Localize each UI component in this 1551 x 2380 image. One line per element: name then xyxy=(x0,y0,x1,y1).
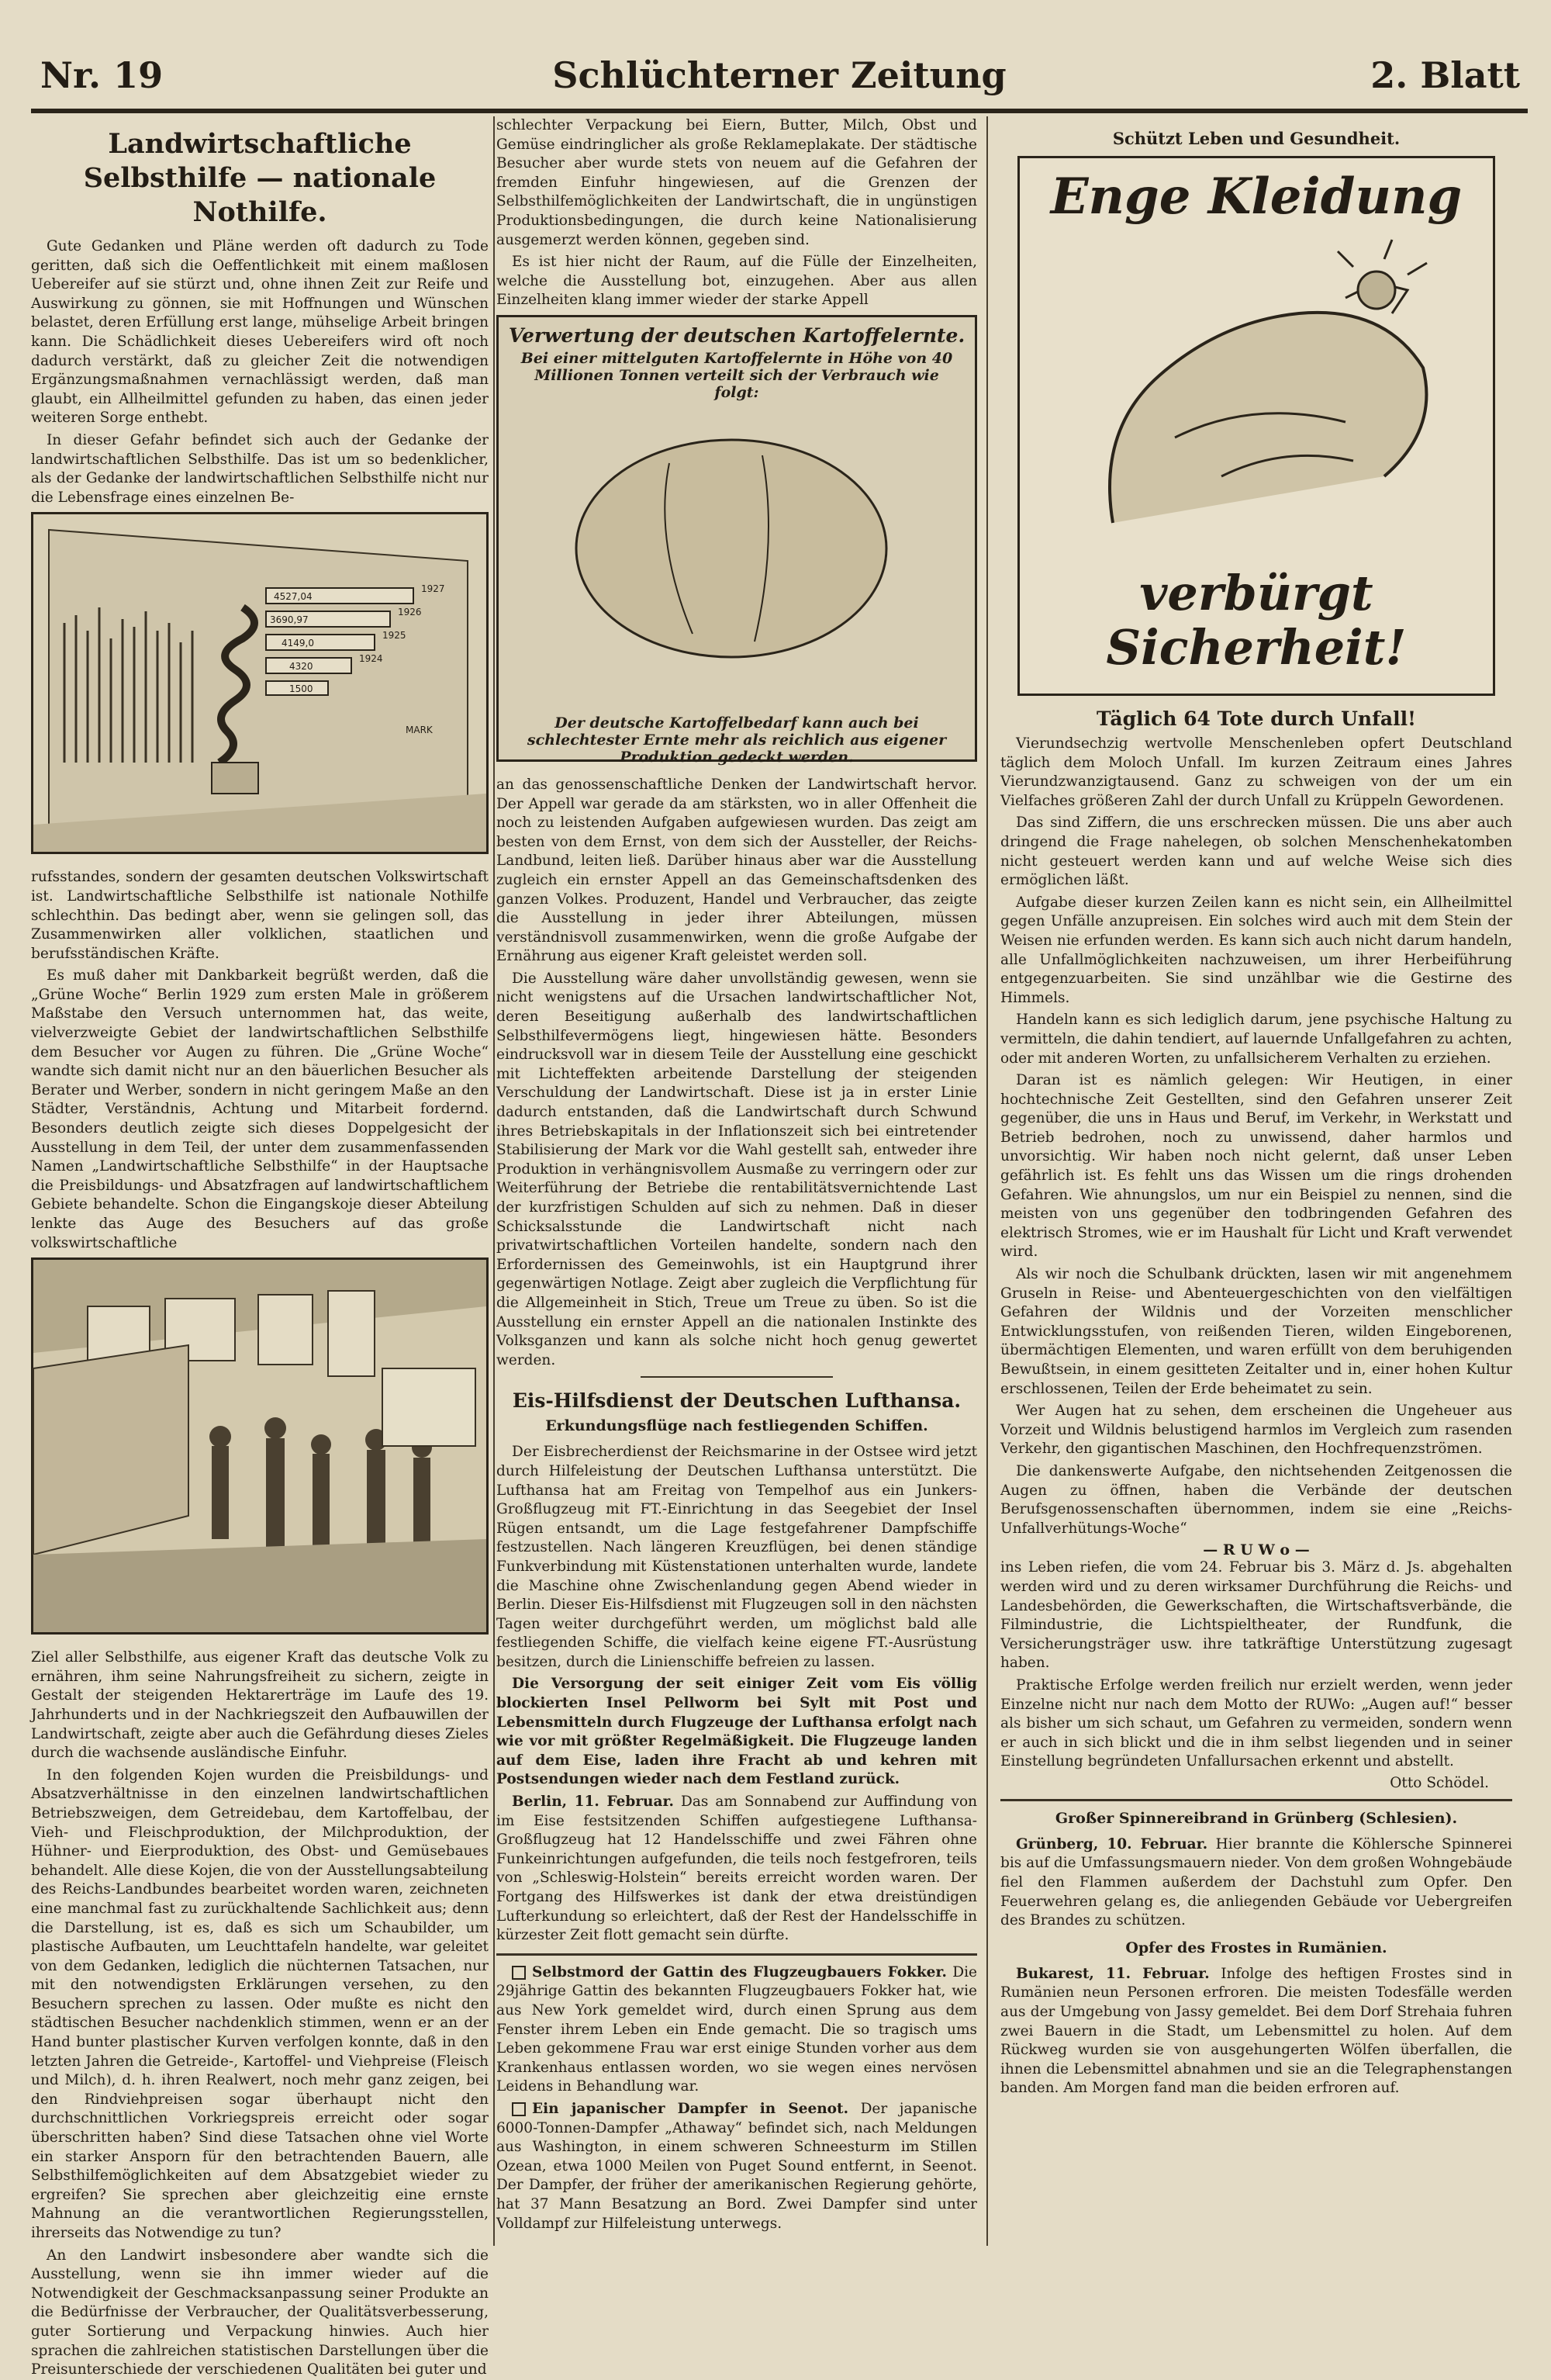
paragraph: schlechter Verpackung bei Eiern, Butter, Milch, Obst und Gemüse eindringlicher als große Reklameplakate. Der städtische Besucher aber wurde stets von neuem auf die Gefahren der fremden Einfuhr hingewiesen, auf die Grenzen der Selbsthilfemöglichkeiten der Landwirtschaft, die in ungünstigen Produktionsbedingungen, die durch keine Nationalisierung ausgemerzt werden können, gegeben sind. xyxy=(496,117,977,248)
paragraph: Das sind Ziffern, die uns erschrecken müssen. Die uns aber auch dringend die Frage nahelegen, ob solchen Menschenhekatomben nicht gesteuert werden kann und auf welche Weise sich dies ermöglichen läßt. xyxy=(1000,815,1512,889)
fig-label: 1926 xyxy=(398,607,422,618)
paragraph: Daran ist es nämlich gelegen: Wir Heutigen, in einer hochtechnische Zeit Gestellten, sind den Gefahren unserer Zeit gegenüber, die uns in Haus und Beruf, im Verkehr, in Werkstatt und Betrieb bedrohen, noch zu unwissend, daher harmlos und unvorsichtig. Wir haben noch nicht gelernt, daß unser Leben gefährlich ist. Es fehlt uns das Wissen um die rings drohenden Gefahren. Wie ahnungslos, um nur ein Beispiel zu nennen, sind die meisten von uns gegenüber den todbringenden Gefahren des elektrisch Stromes, wie er im Haushalt für Licht und Kraft verwendet wird. xyxy=(1000,1072,1512,1261)
exhibition-illustration xyxy=(33,514,486,852)
paragraph: Vierundsechzig wertvolle Menschenleben opfert Deutschland täglich dem Moloch Unfall. Im kurzen Zeitraum eines Jahres Vierundzwanzigtausend. Ganz zu schweigen von der um ein Vielfaches größeren Zahl der durch Unfall zu Krüppeln Gewordenen. xyxy=(1000,735,1512,809)
separator xyxy=(496,1953,977,1956)
paragraph: Die Ausstellung wäre daher unvollständig gewesen, wenn sie nicht wenigstens auf die Ursachen landwirtschaftlicher Not, deren Beseitigung außerhalb des landwirtschaftlichen Selbsthilfevermögens liegt, hingewiesen hätte. Besonders eindrucksvoll war in diesem Teile der Ausstellung eine geschickt mit Lichteffekten arbeitende Darstellung der steigenden Verschuldung der Landwirtschaft. Diese ist ja in erster Linie dadurch entstanden, daß die Landwirtschaft durch Schwund ihres Betriebskapitals in der Inflationszeit sich bei eintretender Stabilisierung der Mark vor die Wahl gestellt sah, entweder ihre Produktion in verhängnisvollem Ausmaße zu verringern oder zur Weiterführung der Betriebe die rentabilitätsvernichtende Last der kurzfristigen Schulden auf sich zu nehmen. Daß in dieser Schicksalsstunde die Landwirtschaft nicht nach privatwirtschaftlichen Vorteilen handelte, sondern nach den Erfordernissen des Gemeinwohls, ist ein Hauptgrund ihrer gegenwärtigen Notlage. Zeigt aber zugleich die Verpflichtung für die Allgemeinheit in Stich, Treue um Treue zu üben. So ist die Ausstellung ein ernster Appell an die nationalen Instinkte des Volksganzen und kann als solche nicht hoch genug gewertet werden. xyxy=(496,970,977,1368)
newspaper-title: Schlüchterner Zeitung xyxy=(552,54,1007,96)
author: Otto Schödel. xyxy=(1390,1774,1489,1791)
safety-poster xyxy=(1017,156,1495,696)
fig-label: 1500 xyxy=(289,683,313,695)
paragraph: Praktische Erfolge werden freilich nur erzielt werden, wenn jeder Einzelne nicht nur nach dem Motto der RUWo: „Augen auf!“ besser als bisher um sich schaut, um Gefahren zu vermeiden, sondern wenn er auch in sich blickt und die in ihm selbst liegenden und in seiner Einstellung begründeten Unfallursachen erkennt und abstellt. xyxy=(1000,1676,1512,1770)
poster-illustration xyxy=(1020,244,1491,554)
paragraph: rufsstandes, sondern der gesamten deutschen Volkswirtschaft ist. Landwirtschaftliche Selbsthilfe ist nationale Nothilfe schlechthin. Das bedingt aber, wenn sie gelingen soll, das Zusammenwirken aller volklichen, staatlichen und berufsständischen Kräfte. xyxy=(31,869,489,962)
poster-top-text: Enge Kleidung xyxy=(1050,168,1463,226)
issue-number: Nr. 19 xyxy=(40,54,164,96)
headline-unfall: Täglich 64 Tote durch Unfall! xyxy=(1096,707,1417,730)
column-3 xyxy=(1000,116,1512,2246)
fig-label: 4149,0 xyxy=(282,638,314,649)
masthead-rule xyxy=(31,109,1528,113)
paragraph: In den folgenden Kojen wurden die Preisbildungs- und Absatzverhältnisse in den einzelnen landwirtschaftlichen Betriebszweigen, dem Getreidebau, dem Kartoffelbau, der Vieh- und Fleischproduktion, der Milchproduktion, der Hühner- und Eierproduktion, des Obst- und Gemüsebaues behandelt. Alle diese Kojen, die von der Ausstellungsabteilung des Reichs-Landbundes bearbeitet worden waren, zeichneten eine manchmal fast zu zurückhaltende Sachlichkeit aus; denn die Darstellung, ist es, daß es sich um Schaubilder, um plastische Aufbauten, um Leuchttafeln handelte, war geleitet von dem Gedanken, lediglich die nüchternen Tatsachen, nur mit den notwendigsten Erklärungen versehen, zu den Besuchern sprechen zu lassen. Oder mußte es nicht den städtischen Besucher nachdenklich stimmen, wenn er an der Hand bunter plastischer Kurven verfolgen konnte, daß in den letzten Jahren die Getreide-, Kartoffel- und Viehpreise (Fleisch und Milch), d. h. ihren Realwert, noch mehr ganz zeigen, bei den Rindviehpreisen sogar überhaupt nicht den durchschnittlichen Vorkriegspreis erreicht oder sogar überschritten haben? Sind diese Tatsachen ohne viel Worte ein starker Ansporn für den betrachtenden Bauern, alle Selbsthilfemöglichkeiten auf dem Absatzgebiet wieder zu ergreifen? Sie sprechen aber gleichzeitig eine ernste Mahnung an die verantwortlichen Regierungsstellen, ihrerseits das Notwendige zu tun? xyxy=(31,1766,489,2241)
paragraph: Als wir noch die Schulbank drückten, lasen wir mit angenehmem Gruseln in Reise- und Abenteuergeschichten von den vielfältigen Gefahren der Wildnis und der Vorzeiten menschlicher Entwicklungsstufen, von reißenden Tieren, wilden Eingeborenen, übermächtigen Elementen, und waren erfüllt von dem beruhigenden Bewußtsein, in einem gesitteten Zeitalter und in, einer hohen Kultur erschlossenen, Teilen der Erde beheimatet zu sein. xyxy=(1000,1266,1512,1397)
potato-chart-figure xyxy=(496,315,977,766)
paragraph xyxy=(496,2100,977,2233)
potato-chart xyxy=(499,401,975,711)
paragraph: Der Eisbrecherdienst der Reichsmarine in der Ostsee wird jetzt durch Hilfeleistung der Deutschen Lufthansa unterstützt. Die Lufthansa hat am Freitag von Tempelhof aus ein Junkers-Großflugzeug mit FT.-Einrichtung in das Seegebiet der Insel Rügen entsandt, um die Lage festgefahrener Dampfschiffe festzustellen. Nach längeren Kreuzflügen, bei denen ständige Funkverbindung mit Küstenstationen unterhalten wurde, landete die Maschine ohne Zwischenlandung gegen Abend wieder in Berlin. Dieser Eis-Hilfsdienst mit Flugzeugen soll in den nächsten Tagen weiter durchgeführt werden, um möglichst bald alle festliegenden Schiffe, die vielfach keine eigene FT.-Ausrüstung besitzen, durch die Linienschiffe befreien zu lassen. xyxy=(496,1444,977,1670)
chart-caption: Der deutsche Kartoffelbedarf kann auch bei schlechtester Ernte mehr als reichlich aus eigener Produktion gedeckt werden. xyxy=(527,714,947,766)
section-header: Schützt Leben und Gesundheit. xyxy=(1112,129,1401,148)
poster-word: Sicherheit! xyxy=(1106,619,1407,676)
paragraph: Aufgabe dieser kurzen Zeilen kann es nicht sein, ein Allheilmittel gegen Unfälle anzupreisen. Ein solches wird auch mit dem Stein der Weisen nie erfunden werden. Es kann sich auch nicht darum handeln, alle Unfallmöglichkeiten nachzuweisen, um ihrer Herbeiführung entgegenzuarbeiten. Sie sind unzählbar wie die Gestirne des Himmels. xyxy=(1000,894,1512,1006)
separator xyxy=(641,1376,833,1378)
fig-label: 3690,97 xyxy=(270,614,309,626)
exhibition-hall-figure xyxy=(31,1257,489,1635)
paragraph: An den Landwirt insbesondere aber wandte sich die Ausstellung, wenn sie ihn immer wieder auf die Notwendigkeit der Geschmacksanpassung seiner Produkte an die Bedürfnisse der Verbraucher, der Qualitätsverbesserung, guter Sortierung und Verpackung hinwies. Auch hier sprachen die zahlreichen statistischen Darstellungen über die Preisunterschiede der verschiedenen Qualitäten bei guter und xyxy=(31,2247,489,2378)
fire-text: Hier brannte die Köhlersche Spinnerei bis auf die Umfassungsmauern nieder. Von dem großen Wohngebäude fiel den Flammen außerdem der Dachstuhl zum Opfer. Den Feuerwehren gelang es, die anliegenden Gebäude vor Uebergreifen des Brandes zu schützen. xyxy=(1000,1835,1512,1929)
paragraph: ins Leben riefen, die vom 24. Februar bis 3. März d. Js. abgehalten werden wird und zu deren wirksamer Durchführung die Reichs- und Landesbehörden, die Gewerkschaften, die Wirtschaftsverbände, die Filmindustrie, die Lichtspieltheater, der Rundfunk, die Versicherungsträger usw. ihre tatkräftige Unterstützung zugesagt haben. xyxy=(1000,1559,1512,1672)
fig-label: 1924 xyxy=(359,653,383,665)
chart-subtitle: Bei einer mittelguten Kartoffelernte in Höhe von 40 Millionen Tonnen verteilt sich der Verbrauch wie folgt: xyxy=(520,349,953,401)
column-divider xyxy=(986,116,988,2246)
paragraph xyxy=(496,1963,977,2097)
paragraph xyxy=(1000,1965,1512,2098)
paragraph: Wer Augen hat zu sehen, dem erscheinen die Ungeheuer aus Vorzeit und Wildnis belustigend harmlos im Vergleich zum rasenden Verkehr, den gigantischen Maschinen, den Hochfrequenzströmen. xyxy=(1000,1403,1512,1458)
sheet-number: 2. Blatt xyxy=(1370,54,1520,96)
column-1 xyxy=(31,116,489,2378)
dateline: Berlin, 11. Februar. xyxy=(512,1794,674,1811)
headline-selbsthilfe: Landwirtschaftliche Selbsthilfe — nationale Nothilfe. xyxy=(83,128,437,228)
headline-frost: Opfer des Frostes in Rumänien. xyxy=(1125,1939,1387,1956)
checkbox-icon xyxy=(512,1966,526,1980)
headline-spinnereibrand: Großer Spinnereibrand in Grünberg (Schlesien). xyxy=(1055,1809,1458,1827)
fig-label: 1925 xyxy=(382,630,406,642)
paragraph: Ziel aller Selbsthilfe, aus eigener Kraft das deutsche Volk zu ernähren, ihm seine Nahrungsfreiheit zu sichern, zeigte in Gestalt der steigenden Hektarerträge im Laufe des 19. Jahrhunderts und in der Nachkriegszeit den Aufbauwillen der Landwirtschaft, zeigte aber auch die Gefährdung dieses Zieles durch die wachsende ausländische Einfuhr. xyxy=(31,1649,489,1762)
paragraph: an das genossenschaftliche Denken der Landwirtschaft hervor. Der Appell war gerade da am stärksten, wo in aller Offenheit die noch zu leistenden Aufgaben aufgewiesen wurden. Das zeigt am besten von dem Ernst, von dem sich der Aussteller, der Reichs-Landbund, leiten ließ. Darüber hinaus aber war die Ausstellung zugleich ein ernster Appell an das Gemeinschaftsdenken des ganzen Volkes. Produzent, Handel und Verbraucher, das zeigte die Ausstellung in jeder ihrer Abteilungen, müssen verständnisvoll zusammenwirken, wenn die große Aufgabe der Ernährung aus eigener Kraft geleistet werden soll. xyxy=(496,776,977,965)
dateline: Bukarest, 11. Februar. xyxy=(1016,1965,1210,1982)
frost-text: Infolge des heftigen Frostes sind in Rumänien neun Personen erfroren. Die meisten Todesfälle werden aus der Umgebung von Jassy gemeldet. Bei dem Dorf Strehaia fuhren zwei Bauern in die Stadt, um Lebensmittel zu holen. Auf dem Rückweg wurden sie von ausgehungerten Wölfen überfallen, die ihnen die Lebensmittel abnahmen und sie an die Telegraphenstangen banden. Am Morgen fand man die beiden erfroren auf. xyxy=(1000,1965,1512,2097)
column-divider xyxy=(493,116,495,2246)
potato-shape xyxy=(576,440,886,657)
berlin-text: Das am Sonnabend zur Auffindung von im Eise festsitzenden Schiffen aufgestiegene Lufthansa-Großflugzeug hat 12 Handelsschiffe und zwei Fähren ohne Funkeinrichtungen aufgefunden, die teils noch festgefroren, teils von „Schleswig-Holstein“ bereits erreicht worden waren. Der Fortgang des Hilfswerkes ist dank der etwa dreistündigen Lufterkundung so erleichtert, daß der Rest der Handelsschiffe in kürzester Zeit flott gemacht sein dürfte. xyxy=(496,1794,978,1944)
ruwo-line: — R U W o — xyxy=(1203,1541,1310,1559)
poster-bottom-text xyxy=(1020,566,1493,675)
checkbox-icon xyxy=(512,2102,526,2116)
fig-label: MARK xyxy=(406,725,433,736)
fokker-title: Selbstmord der Gattin des Flugzeugbauers Fokker. xyxy=(532,1963,947,1980)
chart-title: Verwertung der deutschen Kartoffelernte. xyxy=(508,323,965,347)
paragraph: In dieser Gefahr befindet sich auch der Gedanke der landwirtschaftlichen Selbsthilfe. Das ist um so bedenklicher, als der Gedanke der landwirtschaftlichen Selbsthilfe nicht nur die Lebensfrage eines einzelnen Be- xyxy=(31,431,489,506)
paragraph: Die dankenswerte Aufgabe, den nichtsehenden Zeitgenossen die Augen zu öffnen, haben die Verbände der deutschen Berufsgenossenschaften übernommen, indem sie eine „Reichs-Unfallverhütungs-Woche“ xyxy=(1000,1462,1512,1537)
poster-word: verbürgt xyxy=(1139,565,1373,621)
paragraph: Handeln kann es sich lediglich darum, jene psychische Haltung zu vermitteln, die dahin tendiert, auf lauernde Unfallgefahren zu achten, oder mit anderen Worten, zu unfallsicherem Verhalten zu erziehen. xyxy=(1000,1012,1512,1067)
paragraph xyxy=(496,1793,977,1946)
paragraph: Es ist hier nicht der Raum, auf die Fülle der Einzelheiten, welche die Ausstellung bot, einzugehen. Aber aus allen Einzelheiten klang immer wieder der starke Appell xyxy=(496,254,977,309)
paragraph-bold: Die Versorgung der seit einiger Zeit vom Eis völlig blockierten Insel Pellworm bei Sylt mit Post und Lebensmitteln durch Flugzeuge der Lufthansa erfolgt nach wie vor mit größter Regelmäßigkeit. Die Flugzeuge landen auf dem Eise, laden ihre Fracht ab und kehren mit Postsendungen wieder nach dem Festland zurück. xyxy=(496,1676,977,1788)
headline-eis-hilfsdienst: Eis-Hilfsdienst der Deutschen Lufthansa. xyxy=(512,1389,962,1413)
dateline: Grünberg, 10. Februar. xyxy=(1016,1835,1208,1852)
fig-label: 1927 xyxy=(421,583,445,595)
paragraph: Es muß daher mit Dankbarkeit begrüßt werden, daß die „Grüne Woche“ Berlin 1929 zum ersten Male in größerem Maßstabe den Versuch unternommen hat, das weite, vielverzweigte Gebiet der landwirtschaftlichen Selbsthilfe dem Besucher vor Augen zu führen. Die „Grüne Woche“ wandte sich damit nicht nur an den bäuerlichen Besucher als Berater und Werber, sondern in nicht geringem Maße an den Städter, Verständnis, Achtung und Mitarbeit fordernd. Besonders deutlich zeigte sich dieses Doppelgesicht der Ausstellung in dem Teil, der unter dem zusammenfassenden Namen „Landwirtschaftliche Selbsthilfe“ in der Hauptsache die Preisbildungs- und Absatzfragen auf landwirtschaftlichem Gebiete behandelte. Schon die Eingangskoje dieser Abteilung lenkte das Auge des Besuchers auf das große volkswirtschaftliche xyxy=(31,967,489,1251)
exhibition-chart-figure xyxy=(31,512,489,854)
fig-label: 4320 xyxy=(289,661,313,673)
subheadline-eis: Erkundungsflüge nach festliegenden Schiffen. xyxy=(545,1417,928,1435)
exhibition-hall-illustration xyxy=(33,1260,486,1632)
paragraph xyxy=(1000,1835,1512,1931)
column-2 xyxy=(496,116,977,2246)
separator xyxy=(1000,1799,1512,1801)
fokker-text: Die 29jährige Gattin des bekannten Flugzeugbauers Fokker hat, wie aus New York gemeldet wird, durch einen Sprung aus dem Fenster ihrem Leben ein Ende gemacht. Die so tragisch ums Leben gekommene Frau war erst einige Stunden vorher aus dem Krankenhaus entlassen worden, wo sie wegen eines nervösen Leidens in Behandlung war. xyxy=(496,1963,977,2095)
japan-title: Ein japanischer Dampfer in Seenot. xyxy=(532,2100,849,2117)
fig-label: 4527,04 xyxy=(274,591,313,603)
masthead xyxy=(31,48,1528,109)
japan-text: Der japanische 6000-Tonnen-Dampfer „Athaway“ befindet sich, nach Meldungen aus Washington, in einem schweren Schneesturm im Stillen Ozean, etwa 1000 Meilen von Puget Sound entfernt, in Seenot. Der Dampfer, der früher der amerikanischen Regierung gehörte, hat 37 Mann Besatzung an Bord. Zwei Dampfer sind unter Volldampf zur Hilfeleistung unterwegs. xyxy=(496,2100,977,2232)
paragraph: Gute Gedanken und Pläne werden oft dadurch zu Tode geritten, daß sich die Oeffentlichkeit mit einem maßlosen Uebereifer auf sie stürzt und, ohne ihnen Zeit zur Reife und Auswirkung zu gönnen, sie mit Hoffnungen und Wünschen belastet, deren Erfüllung erst lange, mühselige Arbeit bringen kann. Die Schädlichkeit dieses Uebereifers wird oft noch dadurch verstärkt, daß zu gleicher Zeit die notwendigen Ergänzungsmaßnahmen vernachlässigt werden, daß man glaubt, ein Allheilmittel gefunden zu haben, das einen jeder weiteren Sorge enthebt. xyxy=(31,238,489,427)
